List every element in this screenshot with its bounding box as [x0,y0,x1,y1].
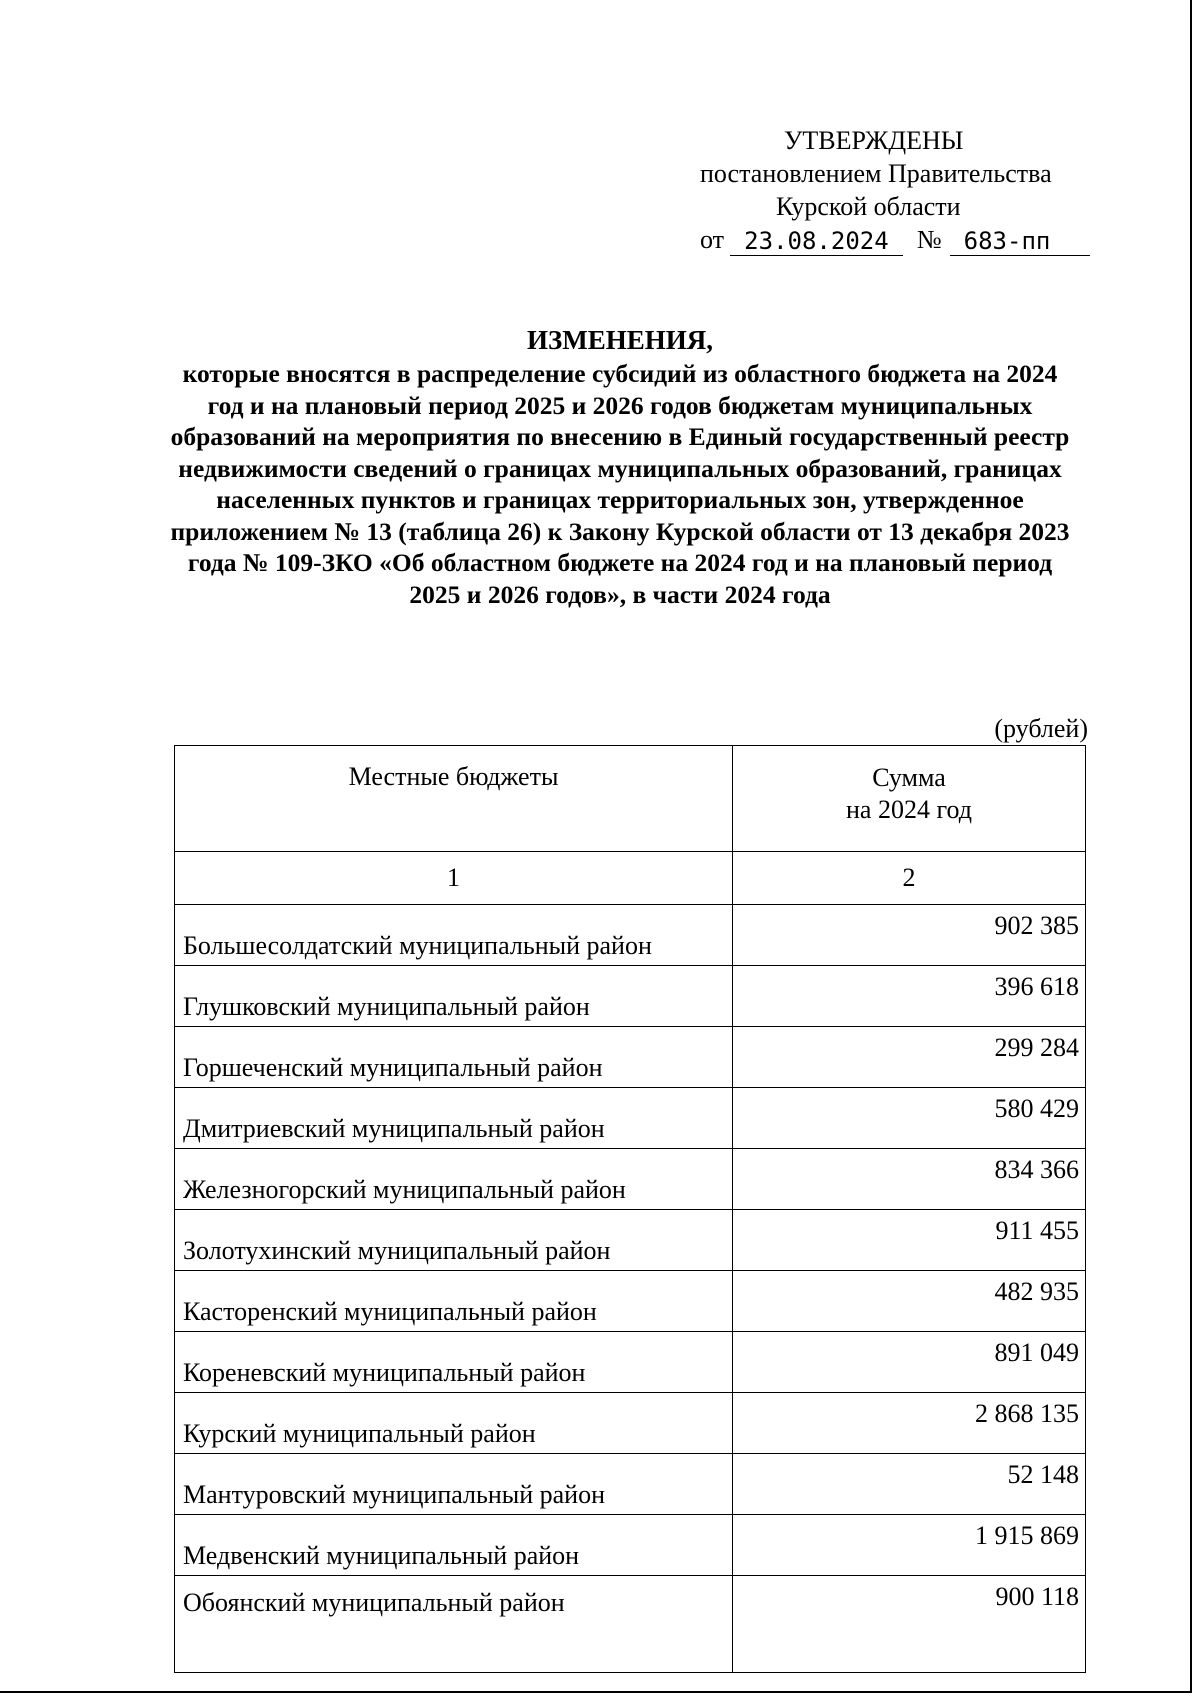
table-row [175,1454,1086,1515]
budget-table [174,745,1086,1673]
document-title [170,324,1070,610]
district-name: Дмитриевский муниципальный район [175,1088,733,1149]
table-row [175,1149,1086,1210]
table-row [175,1393,1086,1454]
district-name: Кореневский муниципальный район [175,1332,733,1393]
district-amount: 1 915 869 [733,1515,1086,1576]
approval-number: 683-пп [950,227,1090,256]
district-amount: 891 049 [733,1332,1086,1393]
approval-issuer: постановлением Правительства [700,159,1052,188]
district-name: Касторенский муниципальный район [175,1271,733,1332]
table-row [175,1210,1086,1271]
approval-title: УТВЕРЖДЕНЫ [784,126,964,155]
header-local-budgets: Местные бюджеты [175,746,733,852]
district-name: Большесолдатский муниципальный район [175,905,733,966]
header-amount-line2: на 2024 год [846,795,972,824]
from-label: от [700,225,725,254]
approval-date-line [700,223,1090,256]
district-amount: 396 618 [733,966,1086,1027]
district-amount: 900 118 [733,1576,1086,1673]
district-name: Золотухинский муниципальный район [175,1210,733,1271]
header-amount [733,746,1086,852]
district-amount: 834 366 [733,1149,1086,1210]
district-name: Курский муниципальный район [175,1393,733,1454]
header-amount-line1: Сумма [872,763,946,792]
district-name: Горшеченский муниципальный район [175,1027,733,1088]
title-heading: ИЗМЕНЕНИЯ, [526,325,713,355]
district-amount: 902 385 [733,905,1086,966]
district-amount: 2 868 135 [733,1393,1086,1454]
table-row [175,1515,1086,1576]
table-row [175,966,1086,1027]
district-amount: 580 429 [733,1088,1086,1149]
district-name: Медвенский муниципальный район [175,1515,733,1576]
district-amount: 482 935 [733,1271,1086,1332]
table-row [175,1027,1086,1088]
district-amount: 911 455 [733,1210,1086,1271]
approval-date: 23.08.2024 [730,227,903,256]
number-label: № [916,225,942,254]
title-body: которые вносятся в распределение субсидий из областного бюджета на 2024 год и на плановый период 2025 и 2026 годов бюджетам муниципальных образований на мероприятия по внесению в Единый государственный реестр недвижимости сведений о границах муниципальных образований, границах населенных пунктов и границах территориальных зон, утвержденное приложением № 13 (таблица 26) к Закону Курской области от 13 декабря 2023 года № 109-ЗКО «Об областном бюджете на 2024 год и на плановый период 2025 и 2026 годов», в части 2024 года [170,359,1070,609]
district-amount: 299 284 [733,1027,1086,1088]
table-row [175,905,1086,966]
approval-stamp [700,124,1090,256]
table-row [175,1576,1086,1673]
district-name: Глушковский муниципальный район [175,966,733,1027]
table-header-row [175,746,1086,852]
district-name: Железногорский муниципальный район [175,1149,733,1210]
column-index-row [175,852,1086,905]
units-label: (рублей) [994,714,1088,743]
table-row [175,1332,1086,1393]
column-index-2: 2 [733,852,1086,905]
approval-region: Курской области [776,192,961,221]
table-row [175,1088,1086,1149]
district-amount: 52 148 [733,1454,1086,1515]
table-row [175,1271,1086,1332]
column-index-1: 1 [175,852,733,905]
district-name: Обоянский муниципальный район [175,1576,733,1673]
district-name: Мантуровский муниципальный район [175,1454,733,1515]
